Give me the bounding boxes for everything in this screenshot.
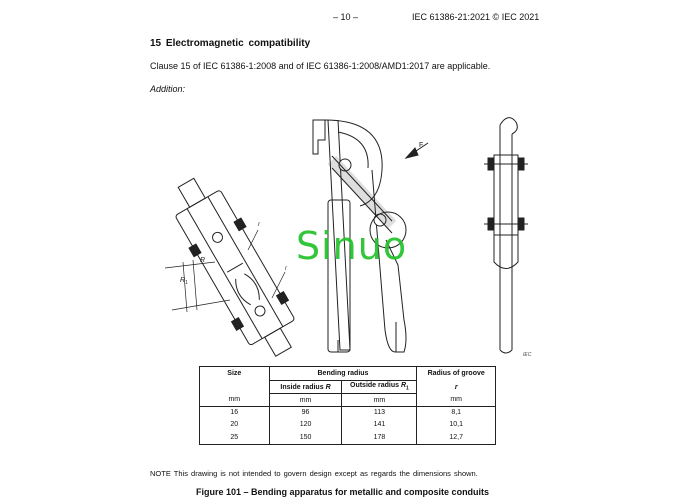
cell-size: 20 [200, 419, 270, 431]
cell-groove: 10,1 [417, 419, 496, 431]
unit-cell: mm [342, 394, 417, 407]
label-r1: $R_1$ [180, 277, 188, 286]
cell-groove: 12,7 [417, 431, 496, 445]
cell-outside: 113 [342, 407, 417, 419]
table-row [200, 407, 496, 419]
cell-inside: 96 [269, 407, 342, 419]
header-bending-radius: Bending radius [269, 367, 417, 381]
section-view [160, 168, 309, 367]
page-number: – 10 – [333, 12, 359, 22]
label-r: R [200, 257, 206, 264]
watermark: Sinuo [296, 224, 408, 268]
header-outside-radius: Outside radius $R_1$ [342, 381, 417, 394]
note-text: NOTE This drawing is not intended to govern design except as regards the dimensions shown. [150, 469, 478, 478]
cell-inside: 120 [269, 419, 342, 431]
label-groove-2: r [285, 266, 287, 272]
iec-mark: IEC [523, 352, 532, 358]
header-groove: Radius of groove [417, 367, 496, 381]
label-force: F [419, 142, 424, 149]
section-title: 15 Electromagnetic compatibility [150, 38, 311, 49]
header-size: Size [200, 367, 270, 381]
force-arrow [406, 143, 428, 158]
header-groove-symbol: r [417, 381, 496, 394]
table-row [200, 419, 496, 431]
cell-outside: 141 [342, 419, 417, 431]
unit-cell: mm [417, 394, 496, 407]
cell-groove: 8,1 [417, 407, 496, 419]
standard-reference: IEC 61386-21:2021 © IEC 2021 [412, 12, 540, 22]
addition-label: Addition: [150, 84, 186, 94]
cell-outside: 178 [342, 431, 417, 445]
section-body: Clause 15 of IEC 61386-1:2008 and of IEC 61386-1:2008/AMD1:2017 are applicable. [150, 61, 491, 71]
figure-caption: Figure 101 – Bending apparatus for metallic and composite conduits [196, 487, 490, 497]
dimensions-table [199, 366, 496, 445]
unit-cell: mm [200, 394, 270, 407]
table-row [200, 431, 496, 445]
label-groove-1: r [258, 222, 260, 228]
header-inside-radius: Inside radius R [269, 381, 342, 394]
cell-size: 25 [200, 431, 270, 445]
cell-inside: 150 [269, 431, 342, 445]
cell-size: 16 [200, 407, 270, 419]
side-view [484, 118, 528, 353]
unit-cell: mm [269, 394, 342, 407]
